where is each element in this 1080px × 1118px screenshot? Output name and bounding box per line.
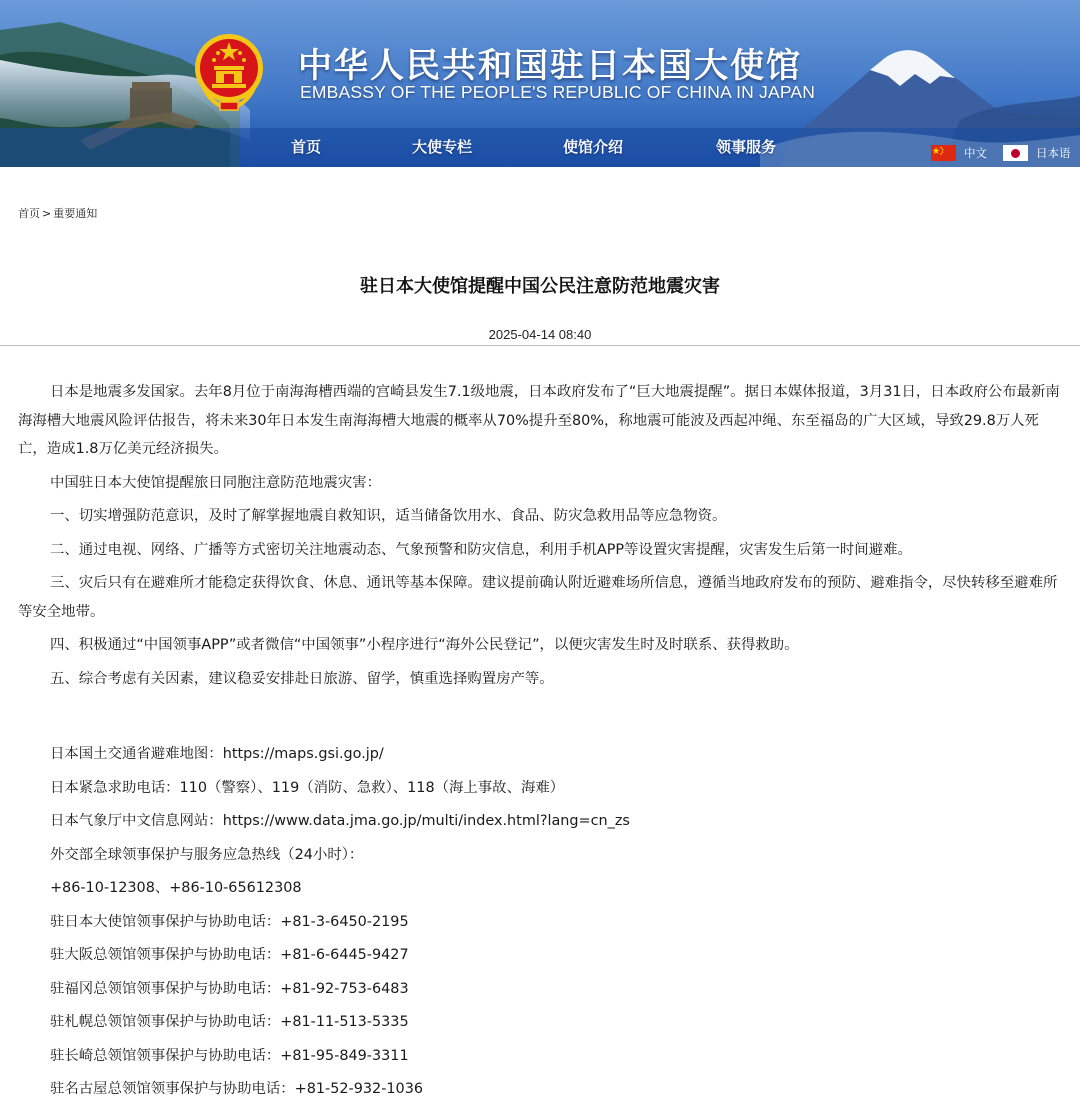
breadcrumb-home-link[interactable]: 首页 <box>18 207 40 220</box>
language-switch-chinese[interactable] <box>931 145 987 161</box>
article-lead-paragraph: 中国驻日本大使馆提醒旅日同胞注意防范地震灾害： <box>50 474 381 491</box>
article-body <box>18 378 1062 1104</box>
info-label: 驻札幌总领馆领事保护与协助电话： <box>50 1014 281 1030</box>
info-value: +81-6-6445-9427 <box>280 947 409 963</box>
info-line-osaka-phone <box>18 941 1062 970</box>
info-value: +81-3-6450-2195 <box>280 913 409 930</box>
article-intro-paragraph: 日本是地震多发国家。去年8月位于南海海槽西端的宫崎县发生7.1级地震，日本政府发布了“巨大地震提醒”。据日本媒体报道，3月31日，日本政府公布最新南海海槽大地震风险评估报告，将未来30年日本发生南海海槽大地震的概率从70%提升至80%，称地震可能波及西起冲绳、东至福岛的广大区域，导致29.8万人死亡，造成1.8万亿美元经济损失。 <box>18 384 1060 457</box>
advice-item-1: 一、切实增强防范意识，及时了解掌握地震自救知识，适当储备饮用水、食品、防灾急救用品等应急物资。 <box>50 508 727 524</box>
info-label: 驻长崎总领馆领事保护与协助电话： <box>50 1047 281 1064</box>
info-value: 110（警察）、119（消防、急救）、118（海上事故、海难） <box>179 779 565 796</box>
info-line-nagoya-phone <box>18 1075 1062 1104</box>
info-line-fukuoka-phone <box>18 975 1062 1004</box>
site-header-banner <box>0 0 1080 167</box>
info-label: 外交部全球领事保护与服务应急热线（24小时）： <box>50 846 364 863</box>
info-label: 日本气象厅中文信息网站： <box>50 813 223 829</box>
article-date: 2025-04-14 08:40 <box>488 327 592 342</box>
language-label-japanese: 日本语 <box>1036 146 1071 160</box>
nav-ambassador-column[interactable]: 大使专栏 <box>412 138 473 156</box>
info-label: 日本国土交通省避难地图： <box>50 746 223 762</box>
evacuation-map-link[interactable]: https://maps.gsi.go.jp/ <box>222 746 384 762</box>
section-spacer <box>18 693 1062 735</box>
info-line-jma-website <box>18 807 1062 836</box>
jma-website-link[interactable]: https://www.data.jma.go.jp/multi/index.html?lang=cn_zs <box>222 813 630 829</box>
advice-item-5: 五、综合考虑有关因素，建议稳妥安排赴日旅游、留学，慎重选择购置房产等。 <box>50 670 554 687</box>
info-value: +81-52-932-1036 <box>294 1081 424 1097</box>
info-label: 驻大阪总领馆领事保护与协助电话： <box>50 947 281 963</box>
china-flag-icon <box>931 145 956 161</box>
language-label-chinese: 中文 <box>964 146 987 160</box>
nav-consular-services[interactable]: 领事服务 <box>716 138 777 156</box>
national-emblem-icon <box>190 30 268 112</box>
info-label: 驻福冈总领馆领事保护与协助电话： <box>50 980 281 997</box>
info-value: +81-95-849-3311 <box>280 1047 409 1064</box>
info-value: +81-11-513-5335 <box>280 1014 409 1030</box>
info-line-embassy-phone <box>18 908 1062 937</box>
site-title: 中华人民共和国驻日本国大使馆 <box>298 46 802 86</box>
title-divider <box>0 345 1080 346</box>
language-switch-japanese[interactable] <box>1003 145 1071 161</box>
breadcrumb-separator: > <box>42 207 52 220</box>
japan-flag-icon <box>1003 145 1028 161</box>
breadcrumb-current-link[interactable]: 重要通知 <box>53 207 98 220</box>
site-subtitle: EMBASSY OF THE PEOPLE'S REPUBLIC OF CHINA IN JAPAN <box>300 82 816 102</box>
info-label: 驻日本大使馆领事保护与协助电话： <box>50 913 281 930</box>
breadcrumb <box>18 205 97 221</box>
article-title: 驻日本大使馆提醒中国公民注意防范地震灾害 <box>360 276 720 297</box>
info-label: 日本紧急求助电话： <box>50 779 180 796</box>
info-line-mfa-hotline-numbers <box>18 874 1062 903</box>
nav-home[interactable]: 首页 <box>291 138 322 156</box>
main-navigation <box>0 136 900 162</box>
info-line-mfa-hotline-label <box>18 841 1062 870</box>
info-value: +81-92-753-6483 <box>280 980 409 997</box>
info-value: +86-10-12308、+86-10-65612308 <box>50 880 302 896</box>
info-line-sapporo-phone <box>18 1008 1062 1037</box>
advice-item-3: 三、灾后只有在避难所才能稳定获得饮食、休息、通讯等基本保障。建议提前确认附近避难场所信息，遵循当地政府发布的预防、避难指令，尽快转移至避难所等安全地带。 <box>18 575 1058 620</box>
info-line-nagasaki-phone <box>18 1042 1062 1071</box>
info-line-evacuation-map <box>18 740 1062 769</box>
advice-item-4: 四、积极通过“中国领事APP”或者微信“中国领事”小程序进行“海外公民登记”，以便灾害发生时及时联系、获得救助。 <box>50 637 799 653</box>
info-line-emergency-numbers <box>18 774 1062 803</box>
info-label: 驻名古屋总领馆领事保护与协助电话： <box>50 1081 295 1097</box>
nav-embassy-intro[interactable]: 使馆介绍 <box>563 138 624 156</box>
advice-item-2: 二、通过电视、网络、广播等方式密切关注地震动态、气象预警和防灾信息，利用手机APP等设置灾害提醒，灾害发生后第一时间避难。 <box>50 541 912 558</box>
